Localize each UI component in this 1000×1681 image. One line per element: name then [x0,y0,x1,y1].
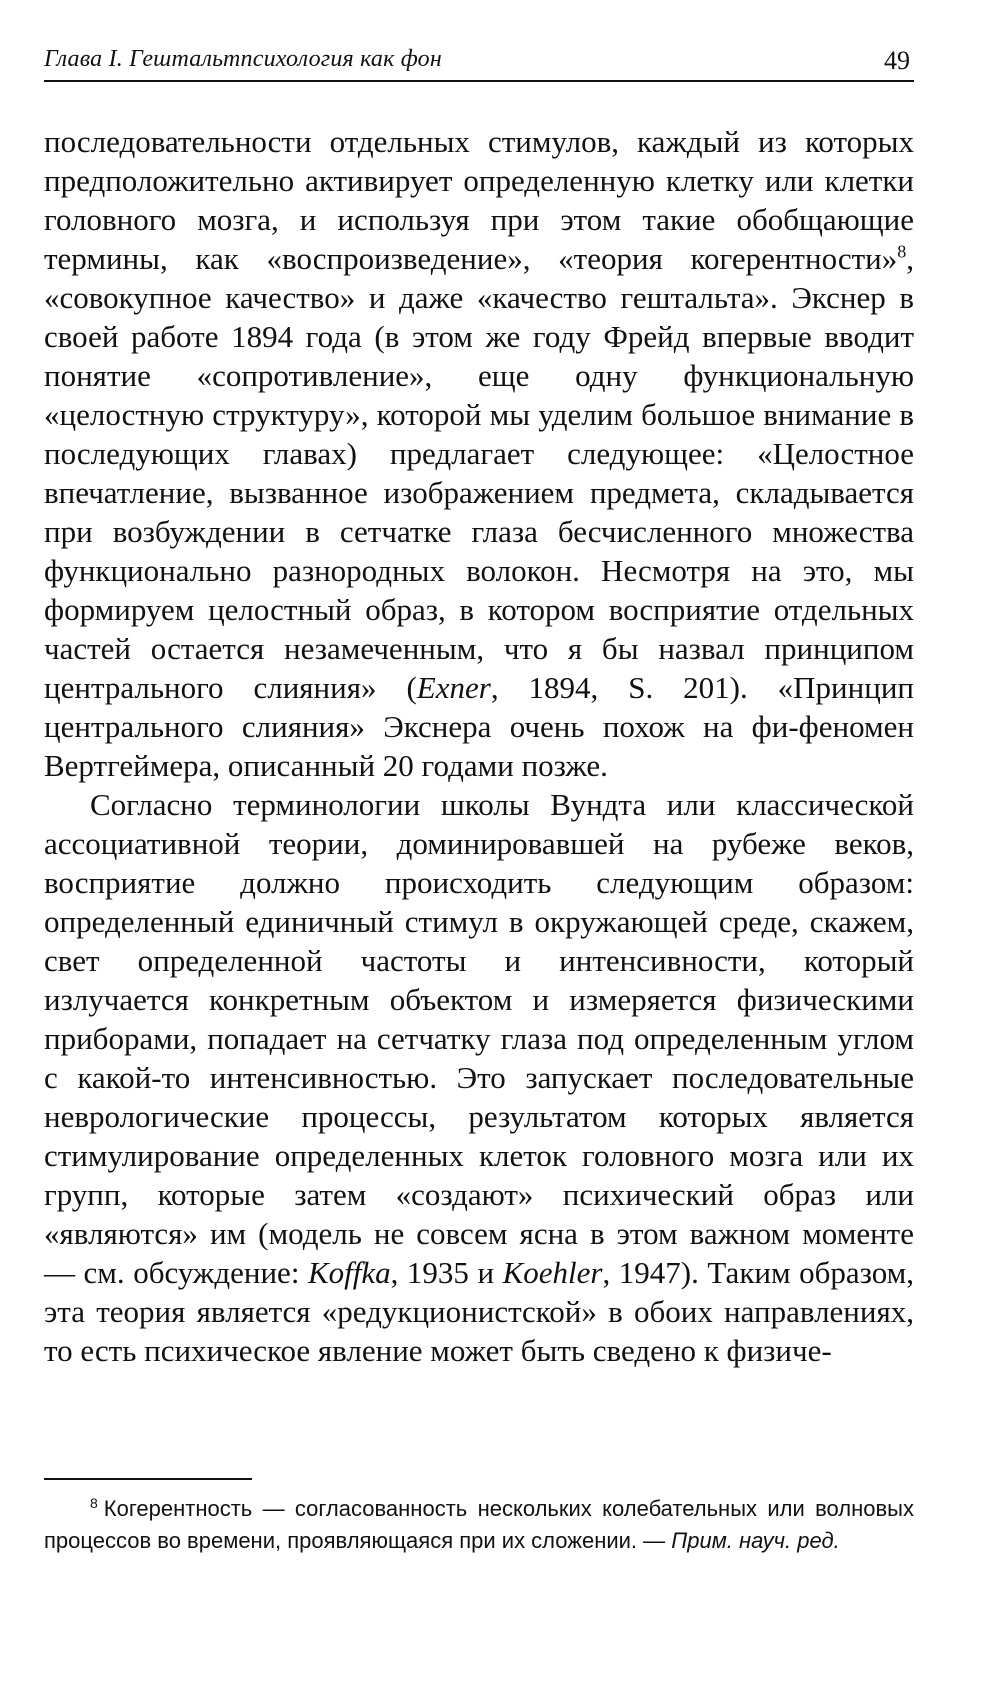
paragraph-1-text-c: , 1894, S. 201). «Принцип центрального слияния» Экснера очень похож на фи-феномен Вертгеймера, описанный 20 годами позже. [44,670,914,783]
paragraph-2-text-a: Согласно терминологии школы Вундта или классической ассоциативной теории, доминировавшей на рубеже веков, восприятие должно происходить следующим образом: определенный единичный стимул в окружающей среде, скажем, свет определенной частоты и интенсивности, который излучается конкретным объектом и измеряется физическими приборами, попадает на сетчатку глаза под определенным углом с какой-то интенсивностью. Это запускает последовательные неврологические процессы, результатом которых является стимулирование определенных клеток головного мозга или их групп, которые затем «создают» психический образ или «являются» им (модель не совсем ясна в этом важном моменте — см. обсуждение: [44,787,914,1290]
paragraph-2-text-b: , 1935 и [390,1255,503,1290]
body-text [44,122,914,1370]
citation-koehler: Koehler [502,1255,603,1290]
paragraph-1 [44,122,914,785]
running-title: Глава I. Гештальтпсихология как фон [44,46,442,72]
footnote-divider [44,1478,252,1480]
footnote-editor-note: Прим. науч. ред. [671,1528,840,1553]
paragraph-1-text-b: , «совокупное качество» и даже «качество гештальта». Экснер в своей работе 1894 года (в этом же году Фрейд впервые вводит понятие «сопротивление», еще одну функциональную «целостную структуру», которой мы уделим большое внимание в последующих главах) предлагает следующее: «Целостное впечатление, вызванное изображением предмета, складывается при возбуждении в сетчатке глаза бесчисленного множества функционально разнородных волокон. Несмотря на это, мы формируем целостный образ, в котором восприятие отдельных частей остается незамеченным, что я бы назвал принципом центрального слияния» ( [44,241,914,705]
running-head [44,44,914,82]
citation-koffka: Koffka [307,1255,391,1290]
paragraph-1-text-a: последовательности отдельных стимулов, каждый из которых предположительно активирует определенную клетку или клетки головного мозга, и используя при этом такие обобщающие термины, как «воспроизведение», «теория когерентности» [44,124,914,276]
paragraph-2 [44,785,914,1370]
page-number: 49 [884,46,910,75]
citation-exner: Exner [416,670,491,705]
footnote [44,1493,914,1557]
footnote-mark: 8 [90,1494,98,1511]
footnote-text: Когерентность — согласованность нескольких колебательных или волновых процессов во времени, проявляющаяся при их сложении. — [44,1496,914,1553]
paragraph-2-text-c: , 1947). Таким образом, эта теория является «редукционистской» в обоих направлениях, то есть психическое явление может быть сведено к физиче- [44,1255,914,1368]
footnote-reference: 8 [897,241,907,262]
